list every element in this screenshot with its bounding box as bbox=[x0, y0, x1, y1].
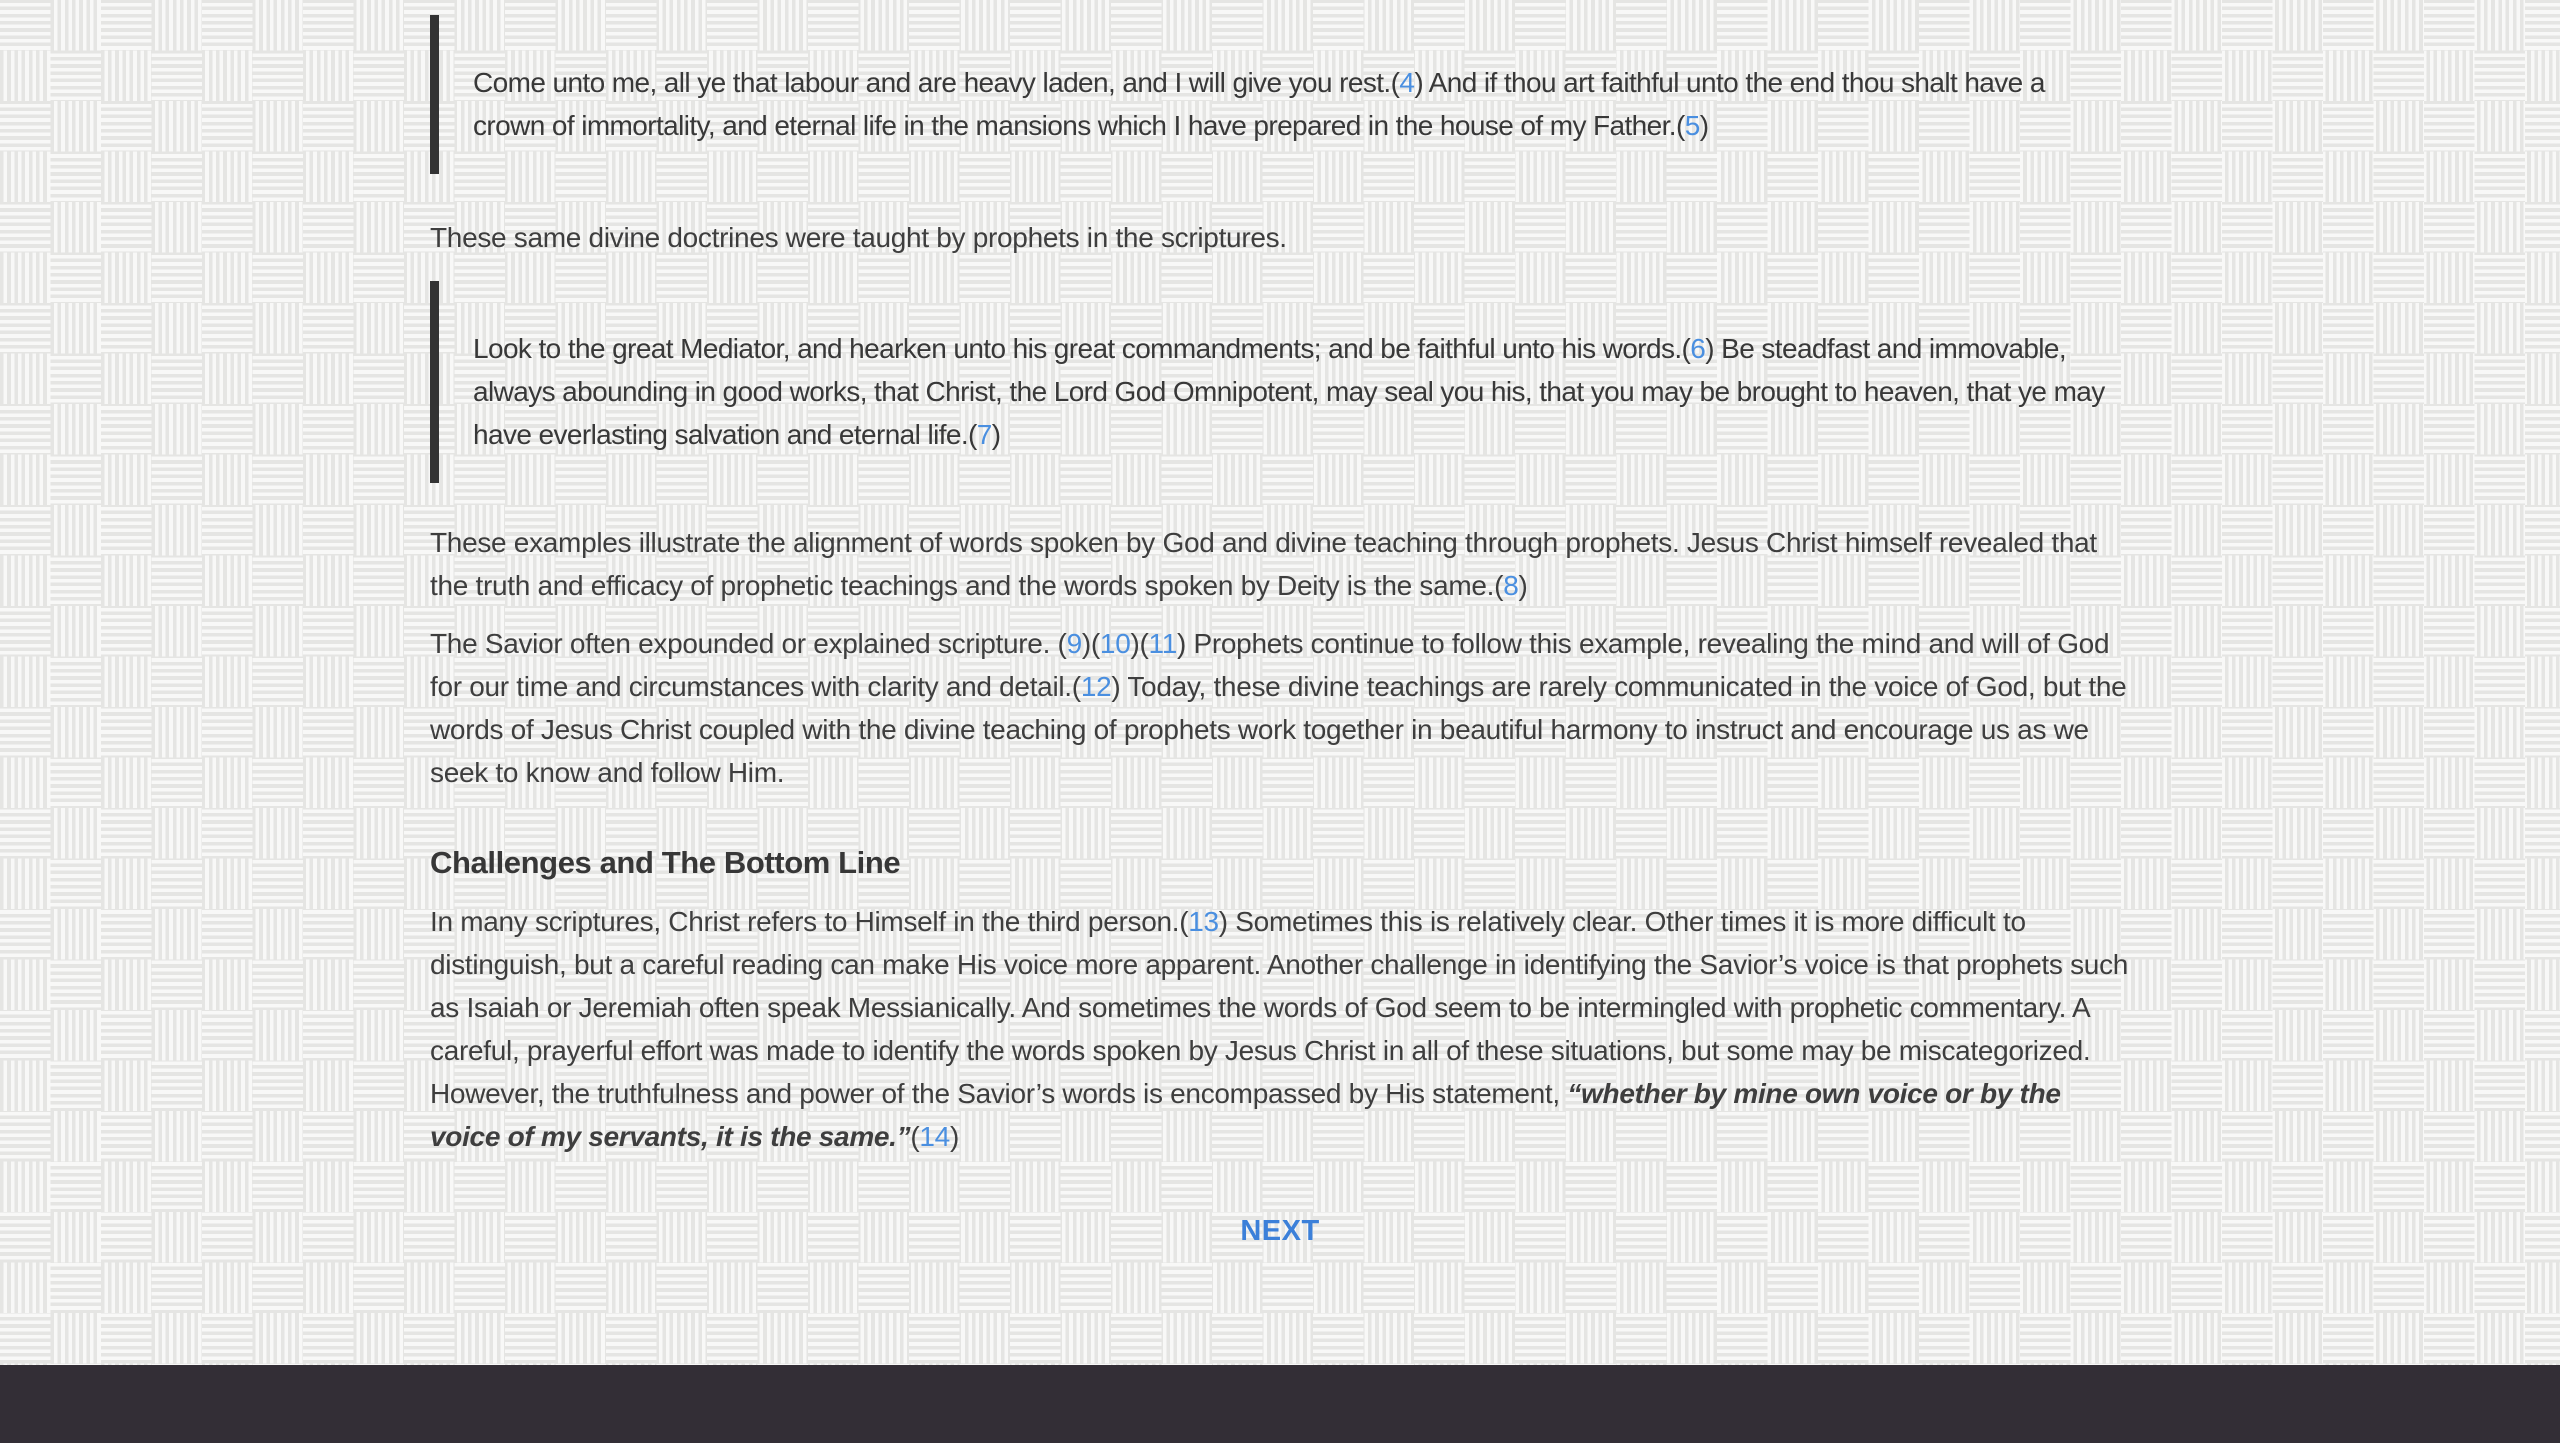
paragraph-challenges bbox=[430, 900, 2130, 1158]
text-run: Look to the great Mediator, and hearken unto his great commandments; and be faithful unto his words.( bbox=[473, 333, 1691, 364]
paragraph-examples-alignment bbox=[430, 521, 2130, 607]
article-content bbox=[430, 0, 2130, 1365]
footnote-link-14[interactable]: 14 bbox=[919, 1121, 950, 1152]
text-run: Come unto me, all ye that labour and are heavy laden, and I will give you rest.( bbox=[473, 67, 1400, 98]
text-run: These same divine doctrines were taught by prophets in the scriptures. bbox=[430, 222, 1287, 253]
text-run: In many scriptures, Christ refers to Himself in the third person.( bbox=[430, 906, 1189, 937]
footnote-link-13[interactable]: 13 bbox=[1188, 906, 1219, 937]
pagination-row bbox=[430, 1210, 2130, 1253]
text-run: ) Be steadfast and immovable, always abounding in good works, that Christ, the Lord God Omnipotent, may seal you his, that you may be brought to heaven, that ye may have everlasting salvation and eternal life.( bbox=[473, 333, 2105, 450]
footnote-link-9[interactable]: 9 bbox=[1066, 628, 1082, 659]
footnote-link-7[interactable]: 7 bbox=[976, 419, 992, 450]
footer-bar bbox=[0, 1365, 2560, 1443]
heading-challenges-bottom-line bbox=[430, 844, 2130, 882]
text-run: )( bbox=[1130, 628, 1149, 659]
text-run: ) And if thou art faithful unto the end thou shalt have a crown of immortality, and eternal life in the mansions which I have prepared in the house of my Father.( bbox=[473, 67, 2045, 141]
footnote-link-6[interactable]: 6 bbox=[1690, 333, 1706, 364]
text-run: ) Prophets continue to follow this example, revealing the mind and will of God for our time and circumstances with clarity and detail.( bbox=[430, 628, 2110, 702]
footnote-link-12[interactable]: 12 bbox=[1080, 671, 1112, 702]
text-run: )( bbox=[1081, 628, 1100, 659]
text-run: The Savior often expounded or explained scripture. ( bbox=[430, 628, 1067, 659]
text-run: ) bbox=[949, 1121, 959, 1152]
footnote-link-8[interactable]: 8 bbox=[1503, 570, 1519, 601]
text-run: ) bbox=[1699, 110, 1709, 141]
article-blocks bbox=[430, 15, 2130, 1158]
text-run: ) Today, these divine teachings are rarely communicated in the voice of God, but the words of Jesus Christ coupled with the divine teaching of prophets work together in beautiful harmony to instruct and encourage us as we seek to know and follow Him. bbox=[430, 671, 2127, 788]
next-button[interactable]: NEXT bbox=[1240, 1215, 1320, 1247]
paragraph-divine-doctrines bbox=[430, 216, 2130, 259]
blockquote-come-unto-me bbox=[430, 15, 2130, 174]
footnote-link-5[interactable]: 5 bbox=[1684, 110, 1700, 141]
paragraph-savior-expounded bbox=[430, 622, 2130, 794]
blockquote-look-to-mediator bbox=[430, 281, 2130, 483]
text-run: ) bbox=[1518, 570, 1528, 601]
text-run: Challenges and The Bottom Line bbox=[430, 845, 901, 880]
footnote-link-10[interactable]: 10 bbox=[1099, 628, 1131, 659]
text-run: ) bbox=[991, 419, 1001, 450]
quoted-statement: “whether by mine own voice or by the voice of my servants, it is the same.” bbox=[430, 1078, 2061, 1152]
text-run: ( bbox=[910, 1121, 920, 1152]
text-run: These examples illustrate the alignment of words spoken by God and divine teaching through prophets. Jesus Christ himself revealed that the truth and efficacy of prophetic teachings and the words spoken by Deity is the same.( bbox=[430, 527, 2097, 601]
footnote-link-11[interactable]: 11 bbox=[1148, 628, 1177, 659]
text-run: ) Sometimes this is relatively clear. Other times it is more difficult to distinguish, but a careful reading can make His voice more apparent. Another challenge in identifying the Savior’s voice is that prophets such as Isaiah or Jeremiah often speak Messianically. And sometimes the words of God seem to be intermingled with prophetic commentary. A careful, prayerful effort was made to identify the words spoken by Jesus Christ in all of these situations, but some may be miscategorized. However, the truthfulness and power of the Savior’s words is encompassed by His statement, bbox=[430, 906, 2129, 1109]
footnote-link-4[interactable]: 4 bbox=[1399, 67, 1415, 98]
